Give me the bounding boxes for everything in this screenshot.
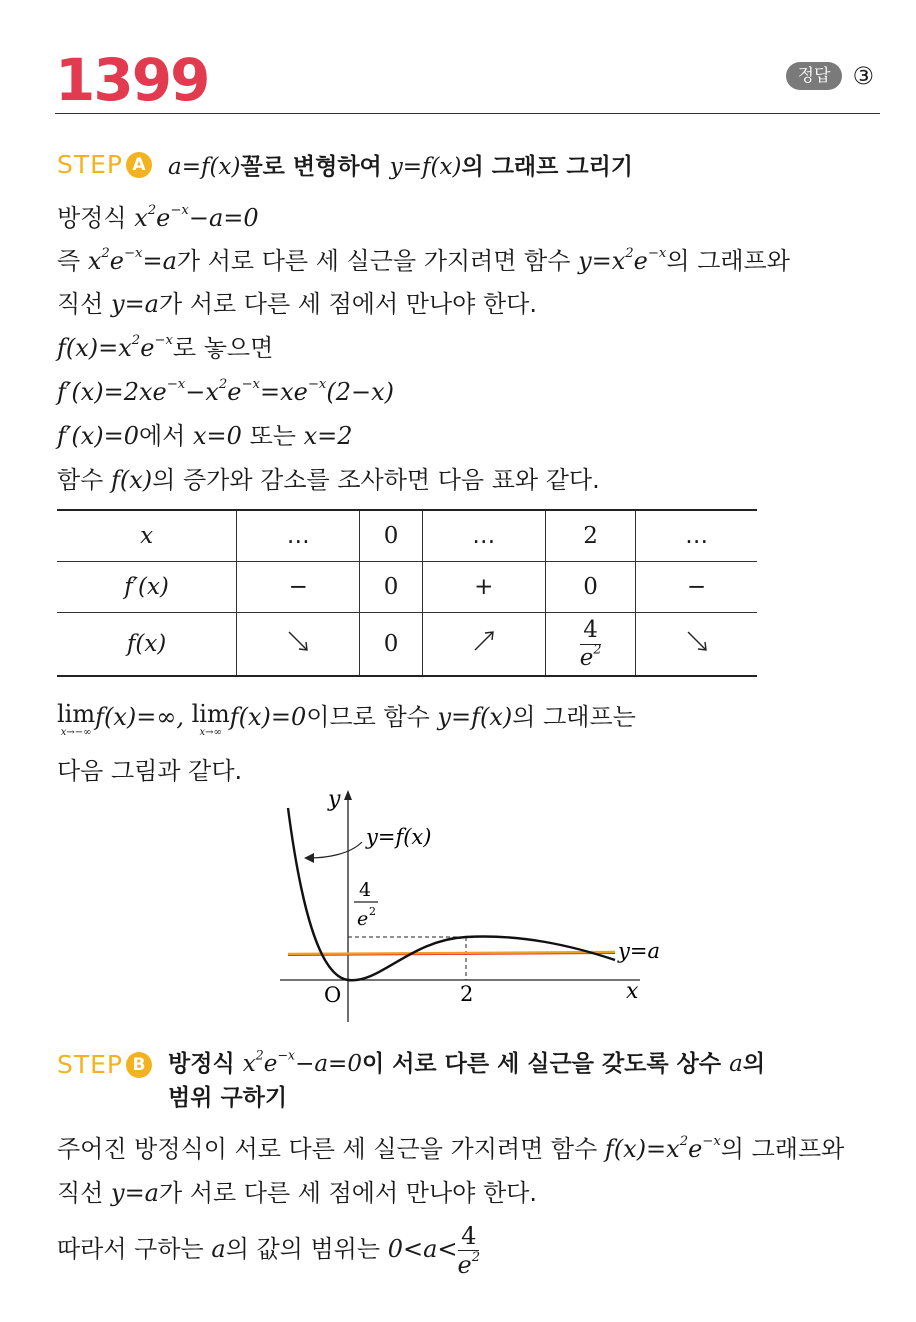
step-b-heading xyxy=(57,1047,765,1115)
answer-area xyxy=(786,62,874,90)
define-f-line: $f(x)=x^2e^{-x}$로 놓으면 xyxy=(57,333,274,362)
step-a-title: a=f(x)꼴로 변형하여 y=f(x)의 그래프 그리기 xyxy=(168,154,634,180)
table-cell: − xyxy=(636,562,757,613)
critical-points-line: f′(x)=0에서 x=0 또는 x=2 xyxy=(57,422,353,450)
answer-badge: 정답 xyxy=(786,62,843,90)
exponent-2: 2 xyxy=(369,905,376,918)
derivative-line: $f'(x)=2xe^{-x}-x^2e^{-x}=xe^{-x}(2-x)$ xyxy=(57,377,394,406)
table-cell: f(x) xyxy=(57,613,237,677)
final-answer-line: 따라서 구하는 a의 값의 범위는 0<a< $\frac{4}{e^2}$ xyxy=(57,1221,481,1279)
table-cell: 0 xyxy=(360,510,422,562)
table-row xyxy=(57,562,757,613)
step-b-label: STEP B xyxy=(57,1050,152,1080)
table-cell: f′(x) xyxy=(57,562,237,613)
step-a-label: STEP A xyxy=(57,150,152,180)
table-cell: 0 xyxy=(360,613,422,677)
line-label: y=a xyxy=(618,939,660,963)
limits-line: lim x→−∞ f(x)=∞, lim x→∞ f(x)=0이므로 함수 y=f(x)의 그래프는 xyxy=(57,700,636,738)
y-axis-label: y xyxy=(328,787,341,812)
max-value-fraction: $\frac{4}{e^2}$ xyxy=(579,616,602,671)
header-divider xyxy=(55,113,880,114)
tick-label-2: 2 xyxy=(460,982,474,1006)
table-row xyxy=(57,613,757,677)
curve-pointer xyxy=(308,842,362,858)
step-b-title: 방정식 $x^2e^{-x}-a=0$이 서로 다른 세 실근을 갖도록 상수 a의 범위 구하기 xyxy=(168,1047,766,1111)
step-b-condition-line: 주어진 방정식이 서로 다른 세 실근을 가지려면 함수 $f(x)=x^2e^{-x}$의 그래프와 xyxy=(57,1134,845,1163)
equation-line: 방정식 $x^2e^{-x}-a=0$ xyxy=(57,203,259,232)
x-axis-label: x xyxy=(626,979,639,1004)
condition-line-2: 직선 y=a가 서로 다른 세 점에서 만나야 한다. xyxy=(57,290,537,318)
table-row xyxy=(57,510,757,562)
problem-header xyxy=(55,46,880,114)
answer-fraction: $\frac{4}{e^2}$ xyxy=(457,1221,481,1279)
table-cell: x xyxy=(57,510,237,562)
y-axis-arrow-icon xyxy=(344,790,352,800)
table-cell: + xyxy=(422,562,545,613)
table-cell: 2 xyxy=(545,510,635,562)
step-a-badge-icon: A xyxy=(126,152,152,178)
table-cell: … xyxy=(636,510,757,562)
table-cell: − xyxy=(237,562,360,613)
decreasing-arrow-icon xyxy=(682,626,712,656)
table-cell xyxy=(636,613,757,677)
decreasing-arrow-icon xyxy=(283,626,313,656)
problem-number: 1399 xyxy=(55,46,209,114)
table-cell xyxy=(237,613,360,677)
step-b-condition-line-2: 직선 y=a가 서로 다른 세 점에서 만나야 한다. xyxy=(57,1179,537,1207)
function-graph xyxy=(270,780,690,1025)
curve-label: y=f(x) xyxy=(366,825,432,849)
table-cell: … xyxy=(422,510,545,562)
table-cell: 0 xyxy=(360,562,422,613)
pointer-arrow-icon xyxy=(304,853,314,863)
step-b-badge-icon: B xyxy=(126,1052,152,1078)
max-value-numerator: 4 xyxy=(359,879,372,901)
answer-value: ③ xyxy=(852,62,874,90)
table-cell xyxy=(545,613,635,677)
condition-line: 즉 $x^2e^{-x}=a$가 서로 다른 세 실근을 가지려면 함수 $y=x^2e^{-x}$의 그래프와 xyxy=(57,246,790,275)
figure-intro-line: 다음 그림과 같다. xyxy=(57,757,243,785)
step-a-heading xyxy=(57,150,633,184)
limit-pos-inf: lim x→∞ xyxy=(191,700,230,738)
table-cell xyxy=(422,613,545,677)
table-cell: 0 xyxy=(545,562,635,613)
table-intro-line: 함수 f(x)의 증가와 감소를 조사하면 다음 표와 같다. xyxy=(57,466,600,494)
table-cell: … xyxy=(237,510,360,562)
origin-label: O xyxy=(324,983,342,1007)
increasing-arrow-icon xyxy=(469,626,499,656)
max-value-denominator: e xyxy=(357,908,369,930)
limit-neg-inf: lim x→−∞ xyxy=(57,700,96,738)
increase-decrease-table xyxy=(57,509,757,677)
